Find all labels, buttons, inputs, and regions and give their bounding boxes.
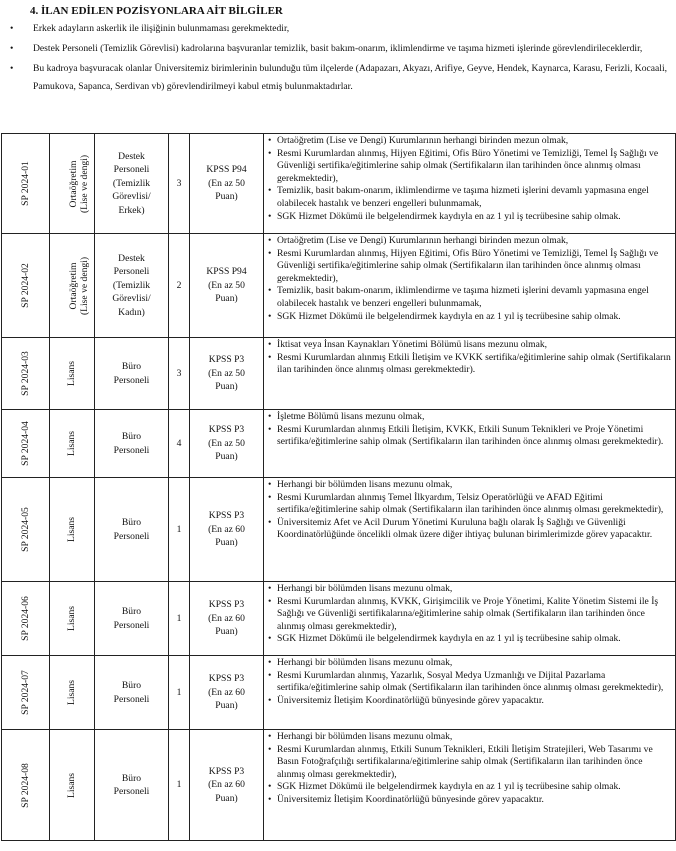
condition-item [268, 596, 673, 634]
position-code: SP 2024-05 [19, 507, 31, 552]
condition-item [268, 135, 673, 148]
position-title: Büro Personeli [113, 772, 150, 797]
position-conditions [264, 478, 676, 582]
condition-item [268, 148, 673, 186]
position-row [2, 134, 676, 234]
position-code-cell [2, 134, 50, 234]
position-title: Büro Personeli [113, 361, 150, 386]
position-kpss: KPSS P3 (En az 60 Puan) [208, 673, 245, 712]
position-title: Büro Personeli [113, 606, 150, 631]
condition-text: Temizlik, basit bakım-onarım, iklimlendirme ve taşıma hizmeti işlerini devamlı yapmasına engel olabilecek hastalık ve benzeri engelleri bulunmamak, [277, 285, 649, 309]
condition-item [268, 352, 673, 377]
position-kpss-cell [190, 234, 264, 338]
position-code-cell [2, 730, 50, 841]
position-education: Lisans [66, 605, 78, 632]
condition-text: SGK Hizmet Dökümü ile belgelendirmek kaydıyla en az 1 yıl iş tecrübesine sahip olmak. [277, 781, 621, 793]
bullet-icon: • [268, 657, 272, 668]
position-count: 1 [176, 523, 182, 535]
condition-text: Herhangi bir bölümden lisans mezunu olmak, [277, 731, 453, 742]
bullet-icon: • [268, 491, 272, 503]
bullet-icon: • [268, 479, 272, 490]
position-education: Ortaöğretim (Lise ve dengi) [68, 256, 91, 315]
position-kpss: KPSS P3 (En az 50 Puan) [208, 424, 245, 463]
position-count: 1 [176, 779, 182, 791]
condition-item [268, 781, 673, 794]
intro-item [0, 20, 676, 37]
condition-text: SGK Hizmet Dökümü ile belgelendirmek kaydıyla en az 1 yıl iş tecrübesine sahip olmak. [277, 633, 621, 645]
position-kpss-cell [190, 134, 264, 234]
position-kpss-cell [190, 730, 264, 841]
position-code: SP 2024-08 [19, 762, 31, 808]
position-title-cell [95, 730, 169, 841]
position-kpss-cell [190, 338, 264, 410]
condition-text: Üniversitemiz İletişim Koordinatörlüğü bünyesinde görev yapacaktır. [277, 793, 544, 805]
bullet-icon: • [268, 583, 272, 594]
position-kpss: KPSS P3 (En az 50 Puan) [208, 354, 245, 393]
position-title: Büro Personeli [113, 517, 150, 542]
bullet-icon: • [268, 185, 272, 197]
condition-item [268, 731, 673, 744]
intro-text: Erkek adayların askerlik ile ilişiğinin bulunmaması gerekmektedir, [33, 23, 290, 34]
bullet-icon: • [268, 731, 272, 742]
condition-item [268, 211, 673, 224]
position-row [2, 338, 676, 410]
position-education-cell [50, 582, 95, 656]
condition-item [268, 657, 673, 670]
condition-text: Resmi Kurumlardan alınmış, Hijyen Eğitimi, Ofis Büro Yönetimi ve Temizliği, Temel İş Sağlığı ve Güvenliği sertifika/eğitimlerine sahip olmak (Sertifikaların ilan tarihinden önce alınmış olması gerekmektedir), [277, 247, 659, 284]
condition-item [268, 517, 673, 542]
position-code-cell [2, 338, 50, 410]
position-conditions [264, 338, 676, 410]
position-count-cell [169, 478, 190, 582]
condition-item [268, 695, 673, 708]
position-count-cell [169, 582, 190, 656]
condition-item [268, 411, 673, 424]
position-count: 2 [176, 279, 182, 291]
position-title: Destek Personeli (Temizlik Görevlisi/ Kadın) [112, 252, 151, 318]
position-code-cell [2, 410, 50, 478]
position-education-cell [50, 656, 95, 730]
position-count-cell [169, 134, 190, 234]
positions-table-body [2, 134, 676, 841]
position-title: Büro Personeli [113, 680, 150, 705]
condition-text: Resmi Kurumlardan alınmış Etkili İletişim ve KVKK sertifika/eğitimlerine sahip olmak (Sertifikaların ilan tarihinden önce alınmış olması gerekmektedir). [277, 351, 671, 376]
bullet-icon: • [268, 633, 272, 645]
bullet-icon: • [268, 781, 272, 793]
condition-text: Resmi Kurumlardan alınmış, KVKK, Girişimcilik ve Proje Yönetimi, Kalite Yönetim Sistemi ile İş Sağlığı ve Güvenliği sertifikalarına/eğitimlerine sahip olmak (Sertifikaların ilan tarihinden önce alınmış olması gerekmektedir), [277, 595, 659, 632]
position-code-cell [2, 656, 50, 730]
condition-text: SGK Hizmet Dökümü ile belgelendirmek kaydıyla en az 1 yıl iş tecrübesine sahip olmak. [277, 210, 621, 222]
position-title-cell [95, 338, 169, 410]
intro-text: Bu kadroya başvuracak olanlar Üniversitemiz birimlerinin bulunduğu tüm ilçelerde (Adapazarı, Akyazı, Arifiye, Geyve, Hendek, Kaynarca, Karasu, Ferizli, Kocaali, Pamukova, Sapanca, Serdivan vb) görevlendirilmeyi kabul etmiş bulunmaktadırlar. [33, 63, 668, 92]
condition-item [268, 583, 673, 596]
condition-item [268, 492, 673, 517]
position-row [2, 478, 676, 582]
bullet-icon: • [10, 43, 14, 55]
position-count-cell [169, 234, 190, 338]
bullet-icon: • [268, 516, 272, 528]
position-education: Lisans [66, 430, 78, 457]
position-count: 1 [176, 612, 182, 624]
bullet-icon: • [268, 423, 272, 435]
position-conditions [264, 582, 676, 656]
bullet-icon: • [268, 285, 272, 297]
position-row [2, 582, 676, 656]
position-title-cell [95, 234, 169, 338]
position-code-cell [2, 234, 50, 338]
position-row [2, 656, 676, 730]
condition-text: Resmi Kurumlardan alınmış Etkili İletişim, KVKK, Etkili Sunum Teknikleri ve Proje Yönetimi sertifika/eğitimlerine sahip olmak (Sertifikaların ilan tarihinden önce alınmış olması gerekmektedir). [277, 423, 664, 448]
position-title-cell [95, 134, 169, 234]
condition-text: Herhangi bir bölümden lisans mezunu olmak, [277, 583, 453, 594]
condition-item [268, 479, 673, 492]
bullet-icon: • [268, 210, 272, 222]
position-code: SP 2024-07 [19, 670, 31, 715]
position-education-cell [50, 134, 95, 234]
position-education: Lisans [66, 360, 78, 387]
condition-item [268, 248, 673, 286]
position-education: Lisans [66, 772, 78, 798]
position-education: Lisans [66, 516, 78, 543]
position-kpss: KPSS P3 (En az 60 Puan) [208, 765, 245, 804]
position-count-cell [169, 410, 190, 478]
bullet-icon: • [268, 743, 272, 755]
position-kpss: KPSS P94 (En az 50 Puan) [206, 164, 247, 203]
condition-item [268, 235, 673, 248]
position-education: Lisans [66, 679, 78, 706]
bullet-icon: • [268, 135, 272, 146]
position-kpss: KPSS P3 (En az 60 Puan) [208, 599, 245, 638]
condition-item [268, 633, 673, 646]
bullet-icon: • [268, 247, 272, 259]
condition-text: Resmi Kurumlardan alınmış Temel İlkyardım, Telsiz Operatörlüğü ve AFAD Eğitimi sertifika/eğitimlerine sahip olmak (Sertifikaların ilan tarihinden önce alınmış olması gerekmektedir), [277, 491, 664, 516]
position-count: 4 [176, 437, 182, 449]
condition-text: İktisat veya İnsan Kaynakları Yönetimi Bölümü lisans mezunu olmak, [277, 339, 548, 350]
position-code: SP 2024-06 [19, 596, 31, 641]
intro-item [0, 40, 676, 57]
position-count: 1 [176, 686, 182, 698]
position-education-cell [50, 730, 95, 841]
positions-table [1, 133, 676, 841]
condition-text: Üniversitemiz Afet ve Acil Durum Yönetimi Kuruluna bağlı olarak İş Sağlığı ve Güvenliği Koordinatörlüğünde öncelikli olmak üzere diğer ihtiyaç bulunan birimlerimizde görev yapacaktır. [277, 516, 653, 541]
condition-text: Temizlik, basit bakım-onarım, iklimlendirme ve taşıma hizmeti işlerini devamlı yapmasına engel olabilecek hastalık ve benzeri engelleri bulunmamak, [277, 185, 649, 209]
position-code-cell [2, 478, 50, 582]
condition-item [268, 744, 673, 782]
condition-text: Resmi Kurumlardan alınmış, Hijyen Eğitimi, Ofis Büro Yönetimi ve Temizliği, Temel İş Sağlığı ve Güvenliği sertifika/eğitimlerine sahip olmak (Sertifikaların ilan tarihinden önce alınmış olması gerekmektedir), [277, 147, 659, 184]
position-education-cell [50, 478, 95, 582]
position-code: SP 2024-01 [19, 161, 31, 206]
bullet-icon: • [268, 793, 272, 805]
position-count-cell [169, 656, 190, 730]
position-count-cell [169, 730, 190, 841]
intro-item [0, 60, 676, 94]
condition-item [268, 311, 673, 324]
position-kpss-cell [190, 582, 264, 656]
condition-item [268, 339, 673, 352]
position-row [2, 234, 676, 338]
condition-text: Resmi Kurumlardan alınmış, Yazarlık, Sosyal Medya Uzmanlığı ve Dijital Pazarlama sertifika/eğitimlerine sahip olmak (Sertifikaların ilan tarihinden önce alınmış olması gerekmektedir), [277, 669, 664, 694]
position-code: SP 2024-02 [19, 263, 31, 308]
position-code: SP 2024-03 [19, 351, 31, 396]
position-code: SP 2024-04 [19, 421, 31, 466]
position-conditions [264, 234, 676, 338]
condition-text: SGK Hizmet Dökümü ile belgelendirmek kaydıyla en az 1 yıl iş tecrübesine sahip olmak. [277, 310, 621, 322]
position-title-cell [95, 582, 169, 656]
intro-text: Destek Personeli (Temizlik Görevlisi) kadrolarına başvuranlar temizlik, basit bakım-onarım, iklimlendirme ve taşıma hizmeti işlerinde görevlendirileceklerdir, [33, 43, 643, 55]
position-education-cell [50, 410, 95, 478]
position-title-cell [95, 656, 169, 730]
position-row [2, 730, 676, 841]
condition-item [268, 670, 673, 695]
position-title-cell [95, 478, 169, 582]
position-title: Büro Personeli [113, 431, 150, 456]
position-kpss-cell [190, 478, 264, 582]
bullet-icon: • [268, 147, 272, 159]
condition-text: Herhangi bir bölümden lisans mezunu olmak, [277, 657, 453, 668]
condition-item [268, 285, 673, 310]
bullet-icon: • [268, 310, 272, 322]
section-heading: 4. İLAN EDİLEN POZİSYONLARA AİT BİLGİLER [30, 5, 283, 17]
condition-text: İşletme Bölümü lisans mezunu olmak, [277, 411, 425, 422]
position-conditions [264, 410, 676, 478]
position-conditions [264, 134, 676, 234]
position-count: 3 [176, 177, 182, 189]
bullet-icon: • [268, 411, 272, 422]
intro-list [0, 20, 676, 98]
position-code-cell [2, 582, 50, 656]
position-kpss-cell [190, 410, 264, 478]
position-education-cell [50, 234, 95, 338]
position-conditions [264, 730, 676, 841]
bullet-icon: • [268, 351, 272, 363]
bullet-icon: • [268, 339, 272, 350]
position-conditions [264, 656, 676, 730]
position-kpss: KPSS P3 (En az 60 Puan) [208, 510, 245, 549]
position-kpss: KPSS P94 (En az 50 Puan) [206, 266, 247, 305]
position-row [2, 410, 676, 478]
bullet-icon: • [268, 669, 272, 681]
condition-item [268, 185, 673, 210]
condition-text: Ortaöğretim (Lise ve Dengi) Kurumlarının herhangi birinden mezun olmak, [277, 135, 569, 146]
position-count: 3 [176, 367, 182, 379]
position-title: Destek Personeli (Temizlik Görevlisi/ Erkek) [112, 150, 151, 216]
condition-text: Herhangi bir bölümden lisans mezunu olmak, [277, 479, 453, 490]
bullet-icon: • [268, 595, 272, 607]
condition-item [268, 794, 673, 807]
position-title-cell [95, 410, 169, 478]
bullet-icon: • [10, 23, 14, 34]
bullet-icon: • [268, 694, 272, 706]
condition-text: Üniversitemiz İletişim Koordinatörlüğü bünyesinde görev yapacaktır. [277, 694, 544, 706]
condition-item [268, 424, 673, 449]
position-count-cell [169, 338, 190, 410]
position-kpss-cell [190, 656, 264, 730]
condition-text: Resmi Kurumlardan alınmış, Etkili Sunum Teknikleri, Etkili İletişim Stratejileri, Web Tasarımı ve Basın Fotoğrafçılığı sertifikalarına/eğitimlerine sahip olmak (Sertifikaların ilan tarihinden önce alınmış olması gerekmektedir), [277, 743, 653, 780]
position-education: Ortaöğretim (Lise ve dengi) [68, 154, 91, 213]
position-education-cell [50, 338, 95, 410]
bullet-icon: • [10, 63, 14, 75]
condition-text: Ortaöğretim (Lise ve Dengi) Kurumlarının herhangi birinden mezun olmak, [277, 235, 569, 246]
bullet-icon: • [268, 235, 272, 246]
